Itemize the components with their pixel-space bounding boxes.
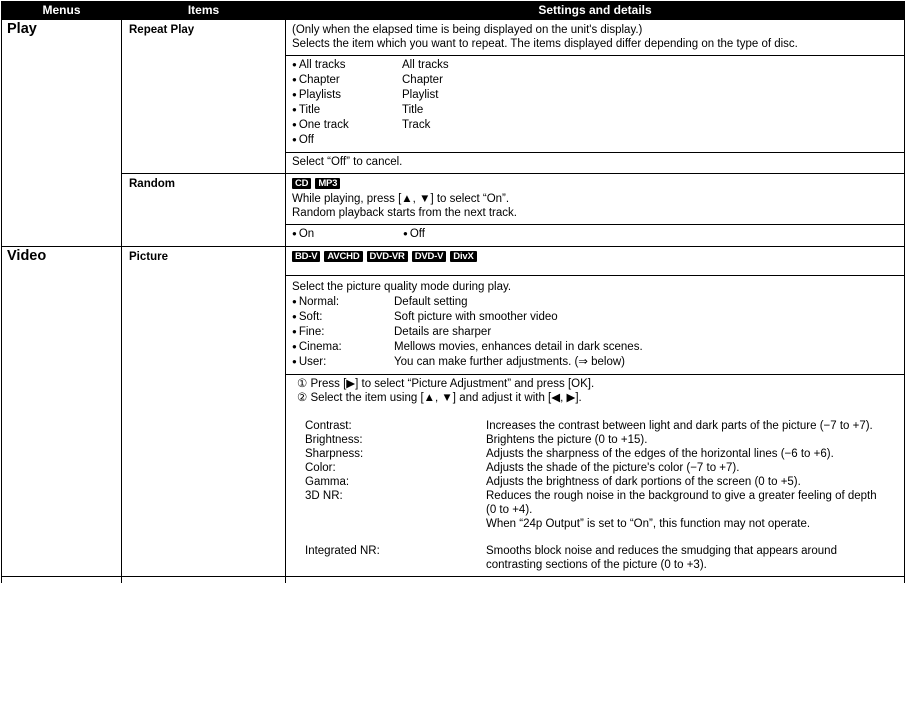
disc-badge-divx: DivX — [450, 251, 476, 262]
list-item-value: Track — [402, 119, 431, 131]
random-line1: While playing, press [▲, ▼] to select “On”. — [292, 193, 510, 205]
settings-table — [1, 1, 905, 583]
adjust-contrast: Contrast: — [305, 420, 352, 432]
list-item-desc: You can make further adjustments. (⇒ below) — [394, 356, 626, 368]
item-repeat-play: Repeat Play — [122, 20, 286, 174]
table-row — [2, 20, 905, 174]
nr-note: When “24p Output” is set to “On”, this function may not operate. — [486, 518, 811, 530]
picture-modes — [286, 275, 904, 374]
item-picture: Picture — [122, 247, 286, 577]
random-options — [286, 224, 904, 246]
disc-badges — [292, 251, 898, 262]
list-item-desc: Mellows movies, enhances detail in dark scenes. — [394, 341, 643, 353]
list-item: ● Title — [292, 103, 402, 118]
list-item: ● Off — [292, 133, 402, 148]
item-random: Random — [122, 174, 286, 247]
table-row — [2, 174, 905, 247]
adjust-gamma: Gamma: — [305, 476, 350, 488]
repeat-options — [286, 55, 904, 152]
picture-badges — [286, 247, 904, 275]
repeat-intro — [286, 20, 904, 55]
list-item: ● User: — [292, 355, 394, 370]
option-off: ● Off — [403, 227, 514, 242]
disc-badge-dvd-vr: DVD-VR — [367, 251, 408, 262]
list-item: ● Playlists — [292, 88, 402, 103]
repeat-cancel: Select “Off” to cancel. — [286, 152, 904, 173]
random-intro — [286, 174, 904, 224]
list-item: ● Fine: — [292, 325, 394, 340]
adjust-list: Contrast: Increases the contrast between light and dark parts of the picture (−7 to +7). Brightness: Brightens the picture (0 to +15). Sharpness: Adjusts the sharpness of the edges of the horizontal lines (−6 to +6). Color: Adjusts the shade of the picture's color (−7 to +7). Gamma: Adjusts the brightness of dark portions of the screen (0 to +5). 3D NR: Reduces the rough noise in the background to give a greater feeling of depth (0 to +4). When “24p Output” is set to “On”, this function may not operate. Integrated NR: Smooths block noise and reduces the smudging that appears around contrasting sections of the picture (0 to +3). — [292, 419, 898, 572]
adjust-3d-nr: 3D NR: — [305, 490, 343, 502]
adjust-steps — [292, 377, 898, 405]
list-item-value: All tracks — [402, 59, 449, 71]
list-item-desc: Soft picture with smoother video — [394, 311, 558, 323]
header-menus: Menus — [2, 2, 122, 20]
list-item-desc: Details are sharper — [394, 326, 492, 338]
disc-badge-dvd-v: DVD-V — [412, 251, 447, 262]
list-item: ● Normal: — [292, 295, 394, 310]
random-line2: Random playback starts from the next track. — [292, 207, 517, 219]
list-item-value — [402, 133, 898, 148]
step-2: ② Select the item using [▲, ▼] and adjust it with [◀, ▶]. — [297, 392, 582, 404]
list-item: ● Cinema: — [292, 340, 394, 355]
table-header — [2, 2, 905, 20]
random-details — [286, 174, 905, 247]
adjust-integrated-nr: Integrated NR: — [305, 545, 380, 557]
list-item-value: Title — [402, 104, 424, 116]
option-on: ● On — [292, 227, 403, 242]
menu-play: Play — [2, 20, 122, 247]
repeat-note: (Only when the elapsed time is being displayed on the unit's display.) — [292, 24, 643, 36]
header-items: Items — [122, 2, 286, 20]
disc-badge-avchd: AVCHD — [324, 251, 362, 262]
picture-details — [286, 247, 905, 577]
disc-badges — [292, 178, 898, 189]
adjust-color: Color: — [305, 462, 336, 474]
list-item: ● All tracks — [292, 58, 402, 73]
repeat-play-details — [286, 20, 905, 174]
list-item: ● One track — [292, 118, 402, 133]
picture-intro: Select the picture quality mode during play. — [292, 281, 512, 293]
list-item-value: Playlist — [402, 89, 439, 101]
list-item-value: Chapter — [402, 74, 443, 86]
step-1: ① Press [▶] to select “Picture Adjustment” and press [OK]. — [297, 378, 595, 390]
list-item-desc: Default setting — [394, 296, 468, 308]
disc-badge-cd: CD — [292, 178, 311, 189]
adjust-brightness: Brightness: — [305, 434, 363, 446]
menu-video: Video — [2, 247, 122, 577]
disc-badge-mp3: MP3 — [315, 178, 340, 189]
list-item: ● Soft: — [292, 310, 394, 325]
table-row — [2, 247, 905, 577]
repeat-desc: Selects the item which you want to repeat. The items displayed differ depending on the type of disc. — [292, 38, 798, 50]
picture-adjustment — [286, 374, 904, 576]
header-settings: Settings and details — [286, 2, 905, 20]
disc-badge-bd-v: BD-V — [292, 251, 320, 262]
table-row-tail — [2, 577, 905, 584]
adjust-sharpness: Sharpness: — [305, 448, 364, 460]
list-item: ● Chapter — [292, 73, 402, 88]
